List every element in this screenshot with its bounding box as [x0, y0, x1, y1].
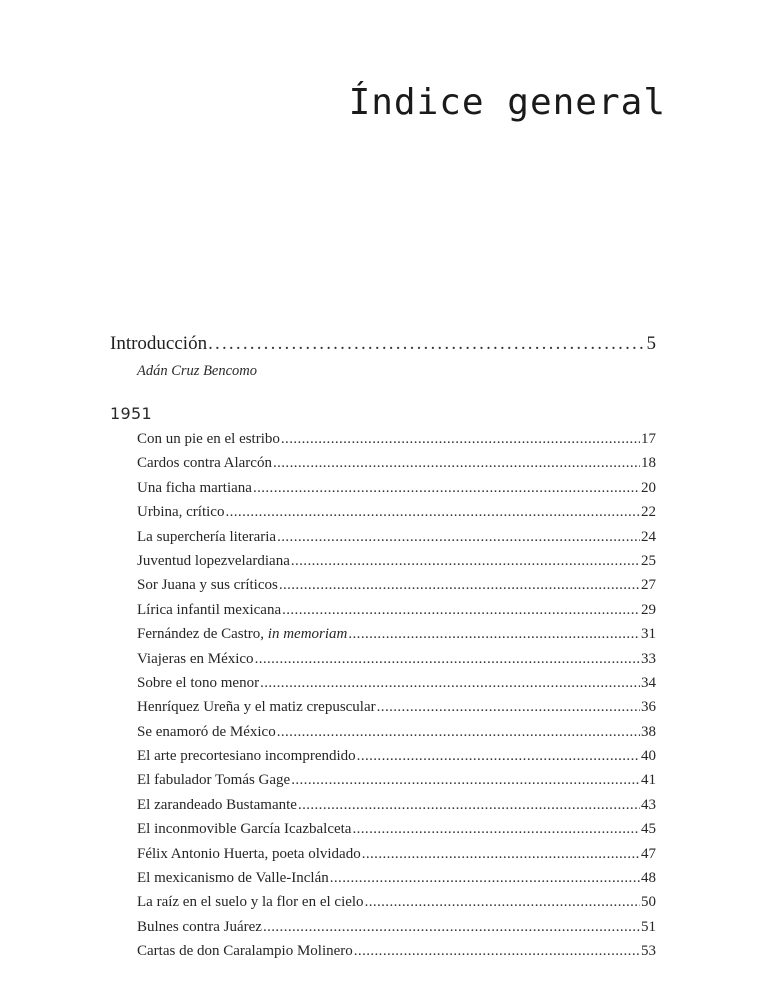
page-number: 22 — [641, 504, 656, 521]
entry-title: Se enamoró de México — [137, 723, 276, 740]
toc-entry[interactable] — [137, 919, 656, 943]
entry-title — [137, 626, 347, 643]
entry-title: Bulnes contra Juárez — [137, 918, 262, 935]
dot-leader — [298, 797, 640, 814]
toc-entry[interactable] — [137, 772, 656, 796]
dot-leader — [255, 651, 640, 668]
dot-leader — [263, 919, 640, 936]
dot-leader — [225, 504, 640, 521]
toc-entry[interactable] — [137, 480, 656, 504]
entry-title: Introducción — [110, 333, 208, 354]
page-number: 47 — [641, 845, 656, 862]
page-number: 17 — [641, 431, 656, 447]
toc-entry[interactable] — [137, 577, 656, 601]
page-number: 31 — [641, 626, 656, 643]
page-title: Índice general — [348, 82, 666, 123]
toc-entry[interactable] — [137, 602, 656, 626]
table-of-contents — [110, 333, 656, 968]
page-number: 34 — [641, 674, 656, 691]
page-number: 38 — [641, 723, 656, 740]
toc-entry[interactable] — [137, 553, 656, 577]
entry-title: Urbina, crítico — [137, 504, 225, 521]
toc-entry[interactable] — [137, 529, 656, 553]
entry-title-italic: in memoriam — [267, 626, 348, 643]
entry-title: Cartas de don Caralampio Molinero — [137, 943, 353, 960]
entry-title: Juventud lopezvelardiana — [137, 552, 290, 569]
dot-leader — [281, 431, 640, 448]
entry-title: Sor Juana y sus críticos — [137, 577, 278, 594]
page-number: 48 — [641, 870, 656, 887]
dot-leader — [291, 553, 640, 570]
toc-entry-introduction[interactable] — [110, 333, 656, 359]
entry-title: El arte precortesiano incomprendido — [137, 748, 356, 765]
toc-entry[interactable] — [137, 431, 656, 455]
toc-entry[interactable] — [137, 846, 656, 870]
page-number: 33 — [641, 650, 656, 667]
dot-leader — [348, 626, 640, 643]
dot-leader — [365, 894, 640, 911]
entry-title: Sobre el tono menor — [137, 674, 260, 691]
toc-entry[interactable] — [137, 748, 656, 772]
dot-leader — [277, 724, 640, 741]
toc-entry[interactable] — [137, 894, 656, 918]
toc-entry[interactable] — [137, 675, 656, 699]
dot-leader — [377, 699, 640, 716]
page-number: 50 — [641, 894, 656, 911]
entry-title-roman: Fernández de Castro, — [137, 626, 268, 643]
dot-leader — [291, 772, 640, 789]
page-number: 40 — [641, 748, 656, 765]
entry-title: Viajeras en México — [137, 650, 254, 667]
toc-entry[interactable] — [137, 651, 656, 675]
entry-title: El fabulador Tomás Gage — [137, 772, 291, 789]
entry-title: Una ficha martiana — [137, 479, 252, 496]
toc-entry[interactable] — [137, 699, 656, 723]
page-number: 43 — [641, 796, 656, 813]
toc-entry[interactable] — [137, 943, 656, 967]
entry-title: Cardos contra Alarcón — [137, 455, 272, 472]
dot-leader — [282, 602, 640, 619]
entry-title: El inconmovible García Icazbalceta — [137, 821, 352, 838]
dot-leader — [260, 675, 640, 692]
dot-leader — [362, 846, 640, 863]
toc-entry[interactable] — [137, 821, 656, 845]
toc-entry[interactable] — [137, 626, 656, 650]
page-number: 51 — [641, 918, 656, 935]
entry-title: Félix Antonio Huerta, poeta olvidado — [137, 845, 361, 862]
page-number: 18 — [641, 455, 656, 472]
introduction-author: Adán Cruz Bencomo — [137, 363, 258, 379]
entry-title: El zarandeado Bustamante — [137, 796, 297, 813]
dot-leader — [357, 748, 640, 765]
toc-entry[interactable] — [137, 504, 656, 528]
page-number: 29 — [641, 601, 656, 618]
dot-leader — [208, 333, 645, 355]
dot-leader — [354, 943, 640, 960]
dot-leader — [352, 821, 640, 838]
dot-leader — [277, 529, 640, 546]
section-entries — [137, 431, 656, 968]
toc-entry[interactable] — [137, 724, 656, 748]
dot-leader — [253, 480, 640, 497]
page-number: 25 — [641, 552, 656, 569]
entry-title: Con un pie en el estribo — [137, 431, 280, 447]
page-number: 36 — [641, 699, 656, 716]
page-number: 20 — [641, 479, 656, 496]
entry-title: La superchería literaria — [137, 528, 277, 545]
toc-entry[interactable] — [137, 455, 656, 479]
page-number: 53 — [641, 943, 656, 960]
toc-entry[interactable] — [137, 797, 656, 821]
page-number: 41 — [641, 772, 656, 789]
entry-title: Henríquez Ureña y el matiz crepuscular — [137, 699, 376, 716]
dot-leader — [279, 577, 640, 594]
page-number: 24 — [641, 528, 656, 545]
dot-leader — [330, 870, 640, 887]
page-number: 45 — [641, 821, 656, 838]
page-number: 5 — [646, 333, 656, 354]
toc-entry[interactable] — [137, 870, 656, 894]
entry-title: El mexicanismo de Valle-Inclán — [137, 870, 329, 887]
dot-leader — [273, 455, 640, 472]
entry-title: Lírica infantil mexicana — [137, 601, 282, 618]
section-year: 1951 — [110, 404, 152, 423]
entry-title: La raíz en el suelo y la flor en el cielo — [137, 894, 364, 911]
page-number: 27 — [641, 577, 656, 594]
